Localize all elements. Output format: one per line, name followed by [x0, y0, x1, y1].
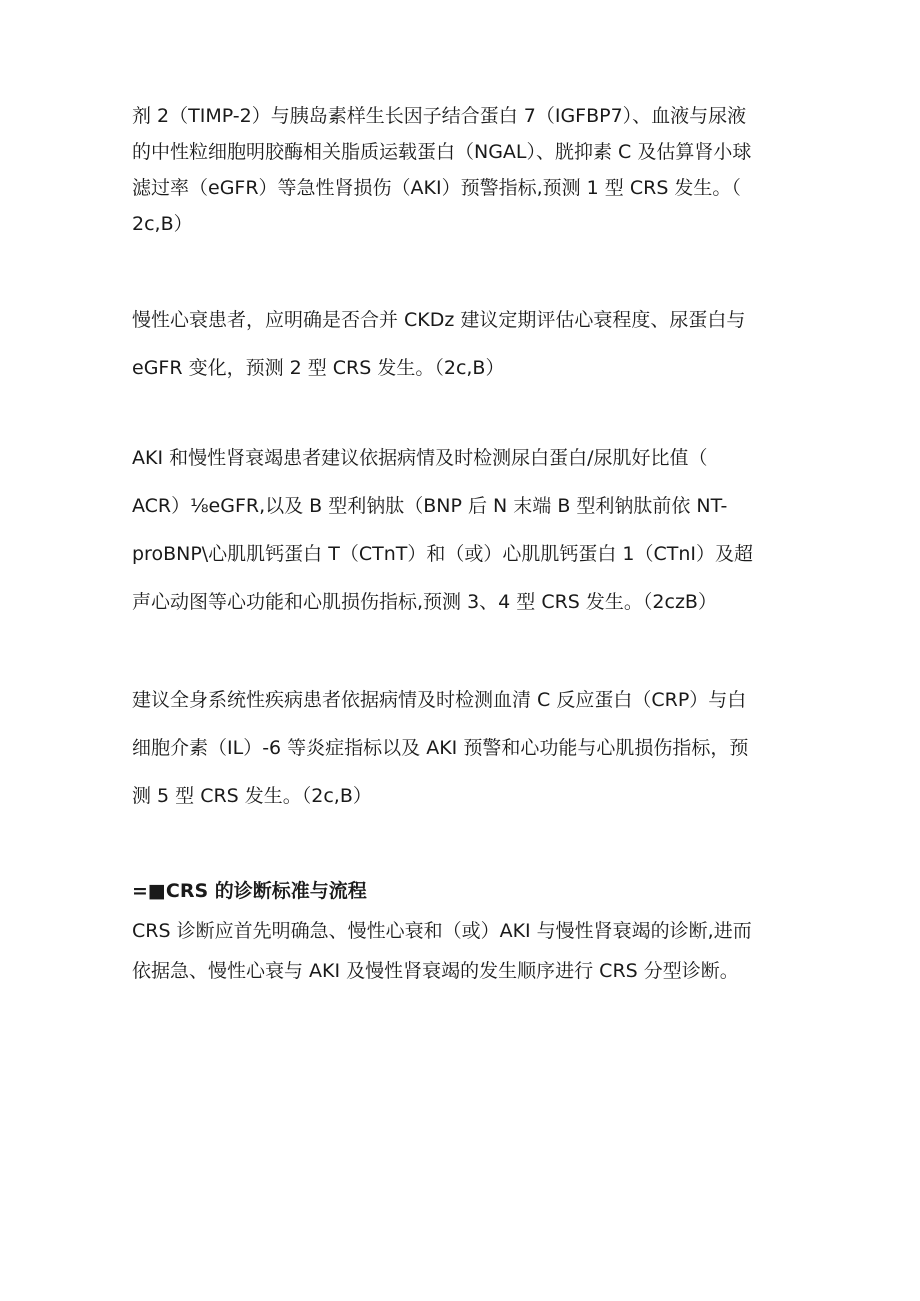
text-line: CRS 诊断应首先明确急、慢性心衰和（或）AKI 与慢性肾衰竭的诊断,进而	[132, 920, 752, 942]
paragraph-systemic-disease	[132, 676, 792, 820]
text-line: 测 5 型 CRS 发生。（2c,B）	[132, 785, 372, 807]
paragraph-aki-chronic-kidney	[132, 434, 792, 626]
text-line: ACR）⅛eGFR,以及 B 型利钠肽（BNP 后 N 末端 B 型利钠肽前依 NT-	[132, 495, 728, 517]
text-line: 细胞介素（IL）-6 等炎症指标以及 AKI 预警和心功能与心肌损伤指标，预	[132, 737, 749, 759]
text-line: eGFR 变化，预测 2 型 CRS 发生。（2c,B）	[132, 357, 505, 379]
text-line: 剂 2（TIMP-2）与胰岛素样生长因子结合蛋白 7（IGFBP7）、血液与尿液	[132, 105, 747, 127]
text-line: 滤过率（eGFR）等急性肾损伤（AKI）预警指标,预测 1 型 CRS 发生。（	[132, 177, 741, 199]
text-line: 2c,B）	[132, 213, 193, 235]
text-line: AKI 和慢性肾衰竭患者建议依据病情及时检测尿白蛋白/尿肌好比值（	[132, 447, 708, 469]
text-line: 依据急、慢性心衰与 AKI 及慢性肾衰竭的发生顺序进行 CRS 分型诊断。	[132, 960, 739, 982]
paragraph-aki-biomarkers	[132, 98, 792, 242]
text-line: 建议全身系统性疾病患者依据病情及时检测血清 C 反应蛋白（CRP）与白	[132, 689, 747, 711]
text-line: 的中性粒细胞明胶酶相关脂质运载蛋白（NGAL）、胱抑素 C 及估算肾小球	[132, 141, 752, 163]
text-line: proBNP\心肌肌钙蛋白 T（CTnT）和（或）心肌肌钙蛋白 1（CTnI）及超	[132, 543, 753, 565]
paragraph-chronic-heart-failure	[132, 296, 792, 392]
text-line: 慢性心衰患者，应明确是否合并 CKDz 建议定期评估心衰程度、尿蛋白与	[132, 309, 746, 331]
text-line: 声心动图等心功能和心肌损伤指标,预测 3、4 型 CRS 发生。（2czB）	[132, 591, 717, 613]
section-crs-diagnosis	[132, 871, 792, 991]
section-heading: =■CRS 的诊断标准与流程	[132, 880, 367, 902]
